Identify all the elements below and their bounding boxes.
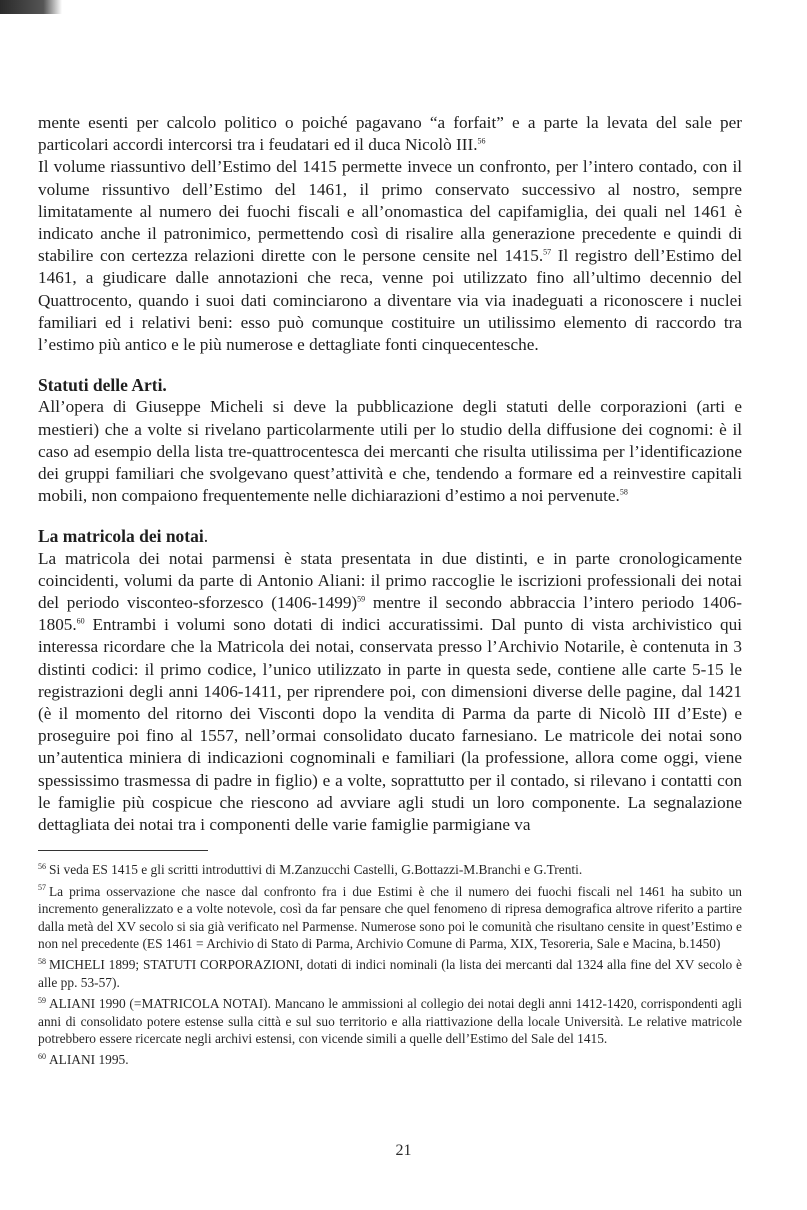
section-paragraph (38, 548, 742, 837)
section-heading (38, 525, 742, 547)
footnote-text: ALIANI 1990 (=MATRICOLA NOTAI). Mancano le ammissioni al collegio dei notai degli anni 1412-1420, corrispondenti agli anni di consolidato potere estense sulla città e sul suo territorio e alla riattivazione della locale Università. Le relative matricole potrebbero essere ricercate negli archivi estensi, con vicende simili a quelle dell’Estimo del Sale del 1415. (38, 996, 742, 1046)
section-heading: Statuti delle Arti. (38, 375, 167, 396)
spacer (38, 507, 742, 525)
section-matricola-notai (38, 525, 742, 836)
section-statuti-arti (38, 374, 742, 507)
footnotes (38, 861, 742, 1068)
footnote-ref[interactable]: 56 (477, 136, 486, 146)
paragraph-text: All’opera di Giuseppe Micheli si deve la pubblicazione degli statuti delle corporazioni (arti e mestieri) che a volte si rivelano particolarmente utili per lo studio della diffusione dei cognomi: è il caso ad esempio della lista tre-quattrocentesca dei mercanti che risulta utilissima per l’identificazione dei gruppi familiari che svolgevano quest’attività e che, tendendo a formare ed a reinvestire capitali mobili, non compaiono frequentemente nelle dichiarazioni d’estimo a noi pervenute. (38, 397, 742, 506)
footnote (38, 883, 742, 953)
section-paragraph (38, 396, 742, 507)
footnote (38, 861, 742, 878)
scan-edge-mark (0, 0, 62, 14)
paragraph-intro-1 (38, 112, 742, 156)
footnote-ref[interactable]: 60 (76, 616, 85, 626)
footnote-text: La prima osservazione che nasce dal confronto fra i due Estimi è che il numero dei fuochi fiscali nel 1461 ha subito un incremento generalizzato e a volte notevole, così da far pensare che quel fenomeno di ripresa demografica altrove riferito a partire dalla metà del XV secolo si sia già verificato nel Parmense. Numerose sono poi le comunità che risultano censite in quest’Estimo e non nel precedente (ES 1461 = Archivio di Stato di Parma, Archivio Comune di Parma, XIX, Tesoreria, Sale e Macina, b.1450) (38, 883, 742, 951)
page-content (38, 112, 742, 1073)
footnote-mark: 59 (38, 995, 46, 1005)
footnote-ref[interactable]: 57 (543, 247, 552, 257)
footnote-mark: 58 (38, 956, 46, 966)
section-heading-suffix: . (203, 526, 209, 547)
paragraph-intro-2 (38, 156, 742, 356)
paragraph-text: Il volume riassuntivo dell’Estimo del 1415 permette invece un confronto, per l’intero contado, con il volume rissuntivo dell’Estimo del 1461, il primo conservato successivo al nostro, sempre limitatamente al numero dei fuochi fiscali e all’onomastica del capifamiglia, dei quali nel 1461 è indicato anche il patronimico, permettendo così di risalire alla generazione precedente e quindi di stabilire con certezza relazioni dirette con le persone censite nel 1415. (38, 157, 742, 266)
footnote-ref[interactable]: 59 (357, 594, 366, 604)
footnote-mark: 56 (38, 861, 46, 871)
footnote-divider (38, 850, 208, 851)
section-heading-text: La matricola dei notai (38, 526, 204, 547)
footnote-text: Si veda ES 1415 e gli scritti introduttivi di M.Zanzucchi Castelli, G.Bottazzi-M.Branchi e G.Trenti. (49, 862, 583, 878)
page-number: 21 (395, 1142, 412, 1159)
footnote-mark: 57 (38, 883, 46, 893)
footnote-ref[interactable]: 58 (619, 487, 628, 497)
paragraph-text: mente esenti per calcolo politico o poiché pagavano “a forfait” e a parte la levata del sale per particolari accordi intercorsi tra i feudatari ed il duca Nicolò III. (38, 113, 742, 155)
footnote (38, 995, 742, 1047)
paragraph-text: La matricola dei notai parmensi è stata presentata in due distinti, e in parte cronologicamente coincidenti, volumi da parte di Antonio Aliani: il primo raccoglie le iscrizioni professionali dei notai del periodo visconteo-sforzesco (1406-1499) (38, 548, 742, 613)
paragraph-text: Entrambi i volumi sono dotati di indici accuratissimi. Dal punto di vista archivistico qui interessa ricordare che la Matricola dei notai, conservata presso l’Archivio Notarile, è contenuta in 3 distinti codici: il primo codice, l’unico utilizzato in parte in questa sede, contiene alle carte 5-15 le registrazioni degli anni 1406-1411, per riprendere poi, con dimensioni diverse delle pagine, dal 1421 (è il momento del ritorno dei Visconti dopo la vendita di Parma da parte di Nicolò III d’Este) e proseguire poi fino al 1557, nell’ormai consolidato ducato farnesiano. Le matricole dei notai sono un’autentica miniera di indicazioni cognominali e familiari (la professione, allora come oggi, viene spessissimo trasmessa di padre in figlio) e a volte, soprattutto per il contado, si rilevano i contatti con le famiglie più cospicue che riescono ad avviare agli studi un loro componente. La segnalazione dettagliata dei notai tra i componenti delle varie famiglie parmigiane va (38, 615, 742, 835)
footnote (38, 1051, 742, 1068)
footnote-text: ALIANI 1995. (49, 1052, 129, 1068)
footnote (38, 956, 742, 991)
paragraph-text: mentre il secondo abbraccia l’intero periodo 1406-1805. (38, 593, 742, 635)
paragraph-text: Il registro dell’Estimo del 1461, a giudicare dalle annotazioni che reca, venne poi utilizzato fino all’ultimo decennio del Quattrocento, quando i suoi dati cominciarono a diventare via via inadeguati a riconoscere i nuclei familiari ed i relativi beni: esso può comunque costituire un utilissimo elemento di raccordo tra l’estimo più antico e le più numerose e dettagliate fonti cinquecentesche. (38, 246, 742, 355)
footnote-mark: 60 (38, 1051, 46, 1061)
footnote-text: MICHELI 1899; STATUTI CORPORAZIONI, dotati di indici nominali (la lista dei mercanti dal 1324 alla fine del XV secolo è alle pp. 53-57). (38, 957, 742, 990)
spacer (38, 356, 742, 374)
